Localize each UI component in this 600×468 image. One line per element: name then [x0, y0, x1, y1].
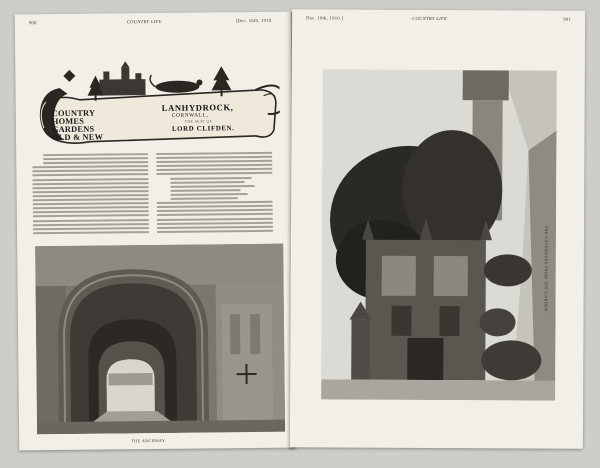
county-name: CORNWALL, [171, 112, 209, 119]
series-line: COUNTRY [51, 108, 96, 119]
right-page-number: 901 [563, 16, 572, 22]
right-running-date: Dec. 10th, 1910.] [306, 15, 344, 21]
text-column-1 [32, 153, 149, 242]
right-page [290, 9, 585, 449]
left-page [15, 12, 296, 451]
gatehouse-photo [321, 69, 557, 400]
gatehouse-caption: THE GATEHOUSE FROM THE GARDEN. [543, 225, 550, 314]
left-running-date: [Dec. 10th, 1910. [235, 17, 273, 24]
archway-caption: THE ARCHWAY. [131, 437, 167, 444]
series-line: HOMES [51, 116, 85, 127]
left-running-title: COUNTRY LIFE [126, 18, 162, 25]
series-title [52, 109, 122, 142]
seat-label: THE SEAT OF [184, 119, 213, 124]
article-heading [29, 56, 280, 151]
verse-block [156, 176, 272, 200]
series-line: GARDENS [51, 124, 95, 135]
text-column-2 [156, 152, 273, 241]
owner-name: LORD CLIFDEN. [171, 125, 235, 133]
estate-name: LANHYDROCK, [161, 102, 234, 113]
photo-credit-left [35, 439, 36, 443]
series-line: OLD & NEW [51, 132, 104, 143]
right-running-title: COUNTRY LIFE [412, 15, 448, 22]
left-page-number: 900 [28, 20, 37, 26]
archway-photo [35, 244, 285, 435]
